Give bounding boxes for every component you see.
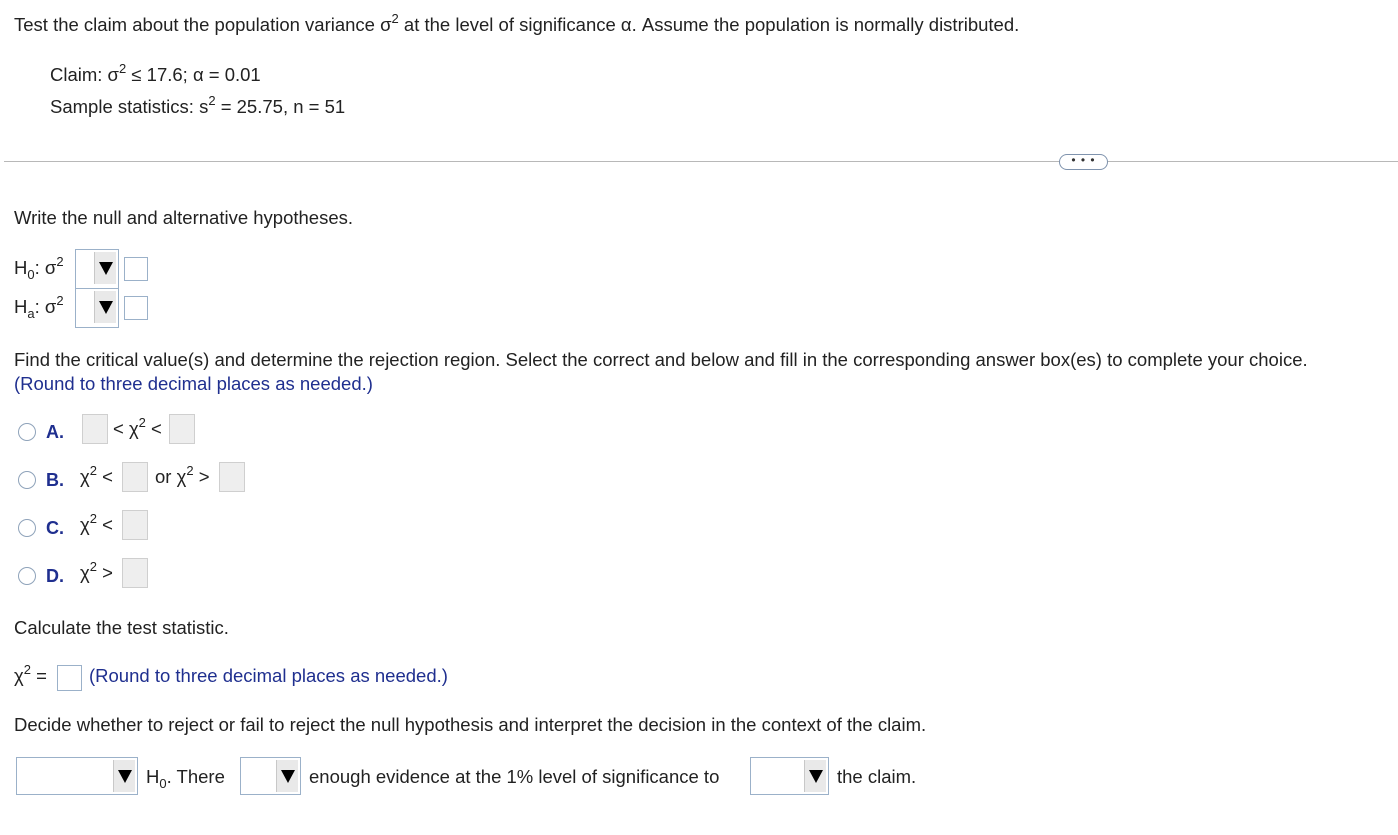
sample-statistics-line	[50, 93, 346, 118]
test-stat-sup: 2	[23, 662, 31, 677]
ha-relation-dropdown[interactable]	[75, 288, 119, 328]
more-options-button[interactable]: • • •	[1059, 154, 1108, 170]
intro-text-b: at the level of significance α. Assume the population is normally distributed.	[398, 14, 1020, 35]
ha-label	[14, 293, 64, 321]
h0-letter: H	[14, 257, 28, 278]
option-b-expression-left	[80, 463, 113, 488]
decision-h-sub: 0	[159, 776, 167, 791]
claim-label: Claim: σ	[50, 64, 119, 85]
chevron-down-icon	[804, 760, 826, 792]
test-stat-input[interactable]	[57, 665, 82, 691]
option-a-chi: χ	[128, 418, 139, 439]
option-c-letter: C.	[46, 518, 64, 538]
ha-sub: a	[27, 306, 35, 321]
option-a-sup: 2	[138, 415, 146, 430]
ha-sup: 2	[56, 293, 64, 308]
ha-sigma: : σ	[34, 296, 57, 317]
sample-value: = 25.75, n = 51	[215, 96, 346, 117]
chevron-down-icon	[94, 252, 116, 284]
claim-value: ≤ 17.6; α = 0.01	[126, 64, 261, 85]
hypotheses-prompt: Write the null and alternative hypotheses.	[14, 207, 354, 228]
option-b-sup-2: 2	[186, 463, 194, 478]
option-c-sup: 2	[89, 511, 97, 526]
option-b-chi-2: χ	[176, 466, 187, 487]
critical-prompt: Find the critical value(s) and determine the rejection region. Select the correct and below and fill in the corresponding answer box(es) to complete your choice.	[14, 349, 1308, 370]
option-a-lt2: <	[151, 418, 162, 439]
option-c-chi: χ	[80, 514, 90, 535]
section-divider	[4, 161, 1398, 162]
h0-relation-dropdown[interactable]	[75, 249, 119, 289]
option-d-radio[interactable]	[18, 567, 36, 585]
h0-label	[14, 254, 64, 282]
h0-value-input[interactable]	[124, 257, 148, 281]
ha-value-input[interactable]	[124, 296, 148, 320]
option-d-chi: χ	[80, 562, 90, 583]
option-a-lt: <	[113, 418, 124, 439]
option-c-expression	[80, 511, 113, 536]
claim-line	[50, 61, 261, 86]
option-b-gt: >	[198, 466, 210, 487]
claim-action-dropdown[interactable]	[750, 757, 829, 795]
decision-prompt: Decide whether to reject or fail to reject the null hypothesis and interpret the decision in the context of the claim.	[14, 714, 927, 735]
option-c-input[interactable]	[122, 510, 148, 540]
intro-sup: 2	[391, 11, 399, 26]
chevron-down-icon	[94, 291, 116, 323]
option-b-expression-right	[155, 463, 210, 488]
critical-round-note: (Round to three decimal places as needed.)	[14, 373, 373, 394]
option-d-sup: 2	[89, 559, 97, 574]
option-b-upper-input[interactable]	[219, 462, 245, 492]
option-c-lt: <	[102, 514, 113, 535]
option-b-or: or	[155, 466, 172, 487]
option-a-radio[interactable]	[18, 423, 36, 441]
claim-sup: 2	[118, 61, 127, 76]
decision-h0	[146, 766, 225, 791]
option-c-radio[interactable]	[18, 519, 36, 537]
test-stat-label	[14, 662, 47, 687]
option-a-upper-input[interactable]	[169, 414, 195, 444]
option-a-expression	[113, 415, 162, 440]
sample-label: Sample statistics: s	[50, 96, 209, 117]
option-d-input[interactable]	[122, 558, 148, 588]
question-intro	[14, 11, 1020, 36]
intro-text-a: Test the claim about the population variance σ	[14, 14, 392, 35]
decision-claim-end: the claim.	[837, 766, 917, 787]
chevron-down-icon	[113, 760, 135, 792]
test-stat-chi: χ	[14, 665, 24, 686]
sample-sup: 2	[208, 93, 216, 108]
decision-there: . There	[166, 766, 225, 787]
option-d-expression	[80, 559, 113, 584]
test-stat-eq: =	[36, 665, 47, 686]
chevron-down-icon	[276, 760, 298, 792]
option-a-lower-input[interactable]	[82, 414, 108, 444]
option-b-sup: 2	[89, 463, 97, 478]
test-stat-prompt: Calculate the test statistic.	[14, 617, 229, 638]
test-stat-round-note: (Round to three decimal places as needed.)	[89, 665, 448, 686]
option-b-lower-input[interactable]	[122, 462, 148, 492]
option-b-lt: <	[102, 466, 113, 487]
option-a-letter: A.	[46, 422, 64, 442]
decision-h-letter: H	[146, 766, 160, 787]
h0-sigma: : σ	[34, 257, 57, 278]
reject-decision-dropdown[interactable]	[16, 757, 138, 795]
option-b-letter: B.	[46, 470, 64, 490]
h0-sub: 0	[27, 267, 35, 282]
h0-sup: 2	[56, 254, 64, 269]
option-b-radio[interactable]	[18, 471, 36, 489]
decision-evidence-text: enough evidence at the 1% level of significance to	[309, 766, 720, 787]
ha-letter: H	[14, 296, 28, 317]
evidence-dropdown[interactable]	[240, 757, 301, 795]
option-b-chi: χ	[80, 466, 90, 487]
option-d-letter: D.	[46, 566, 64, 586]
option-d-gt: >	[102, 562, 113, 583]
